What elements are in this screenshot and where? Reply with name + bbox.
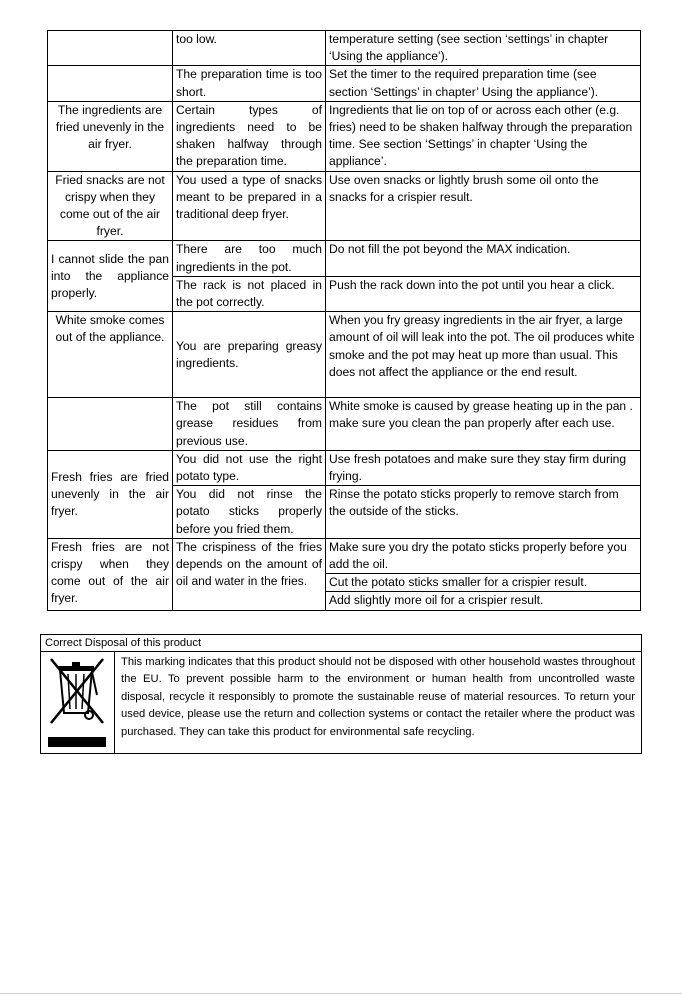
divider [114,651,115,753]
cause-cell: The crispiness of the fries depends on the amount of oil and water in the fries. [173,538,326,610]
problem-cell: Fresh fries are fried unevenly in the air fryer. [48,450,173,538]
problem-cell: The ingredients are fried unevenly in the air fryer. [48,101,173,171]
cause-cell: You did not use the right potato type. [173,450,326,485]
solution-cell: temperature setting (see section ‘settings’ in chapter ‘Using the appliance’). [326,31,641,66]
cause-cell: You used a type of snacks meant to be prepared in a traditional deep fryer. [173,171,326,241]
cause-cell: The preparation time is too short. [173,66,326,101]
divider [41,651,641,652]
table-row [48,450,641,485]
solution-cell: Do not fill the pot beyond the MAX indication. [326,241,641,276]
cause-cell: You did not rinse the potato sticks properly before you fried them. [173,486,326,539]
problem-cell [48,66,173,101]
table-row [48,66,641,101]
solution-cell: Make sure you dry the potato sticks properly before you add the oil. [326,538,641,573]
solution-cell: White smoke is caused by grease heating up in the pan . make sure you clean the pan properly after each use. [326,398,641,451]
divider [0,993,682,994]
solution-cell: Rinse the potato sticks properly to remove starch from the outside of the sticks. [326,486,641,539]
problem-cell [48,31,173,66]
table-row [48,312,641,398]
problem-cell [48,398,173,451]
table-row [48,241,641,276]
cause-cell: The rack is not placed in the pot correctly. [173,276,326,311]
cause-cell: The pot still contains grease residues from previous use. [173,398,326,451]
crossed-out-wheelie-bin-icon [45,655,109,750]
table-row [48,398,641,451]
troubleshooting-table [47,30,641,611]
problem-cell: Fried snacks are not crispy when they come out of the air fryer. [48,171,173,241]
problem-cell: I cannot slide the pan into the appliance properly. [48,241,173,312]
disposal-text: This marking indicates that this product should not be disposed with other household wastes throughout the EU. To prevent possible harm to the environment or human health from uncontrolled waste disposal, recycle it responsibly to promote the sustainable reuse of material resources. To return your used device, please use the return and collection systems or contact the retailer where the product was purchased. They can take this product for environmental safe recycling. [121,656,635,738]
problem-cell: White smoke comes out of the appliance. [48,312,173,398]
solution-cell: Ingredients that lie on top of or across each other (e.g. fries) need to be shaken halfway through the preparation time. See section ‘Settings’ in chapter ‘Using the appliance’. [326,101,641,171]
solution-cell: Add slightly more oil for a crispier result. [326,592,641,610]
solution-cell: Cut the potato sticks smaller for a crispier result. [326,574,641,592]
problem-cell: Fresh fries are not crispy when they come out of the air fryer. [48,538,173,610]
solution-cell: Push the rack down into the pot until you hear a click. [326,276,641,311]
disposal-title: Correct Disposal of this product [45,637,202,649]
solution-cell: When you fry greasy ingredients in the air fryer, a large amount of oil will leak into the pot. The oil produces white smoke and the pot may heat up more than usual. This does not affect the appliance or the end result. [326,312,641,398]
table-row [48,31,641,66]
solution-cell: Use fresh potatoes and make sure they stay firm during frying. [326,450,641,485]
solution-cell: Use oven snacks or lightly brush some oil onto the snacks for a crispier result. [326,171,641,241]
table-row [48,171,641,241]
cause-cell: Certain types of ingredients need to be shaken halfway through the preparation time. [173,101,326,171]
disposal-box [40,634,642,754]
solution-cell: Set the timer to the required preparation time (see section ‘Settings’ in chapter’ Using the appliance’). [326,66,641,101]
table-row [48,101,641,171]
cause-cell: You are preparing greasy ingredients. [173,312,326,398]
cause-cell: There are too much ingredients in the pot. [173,241,326,276]
cause-cell: too low. [173,31,326,66]
table-row [48,538,641,573]
